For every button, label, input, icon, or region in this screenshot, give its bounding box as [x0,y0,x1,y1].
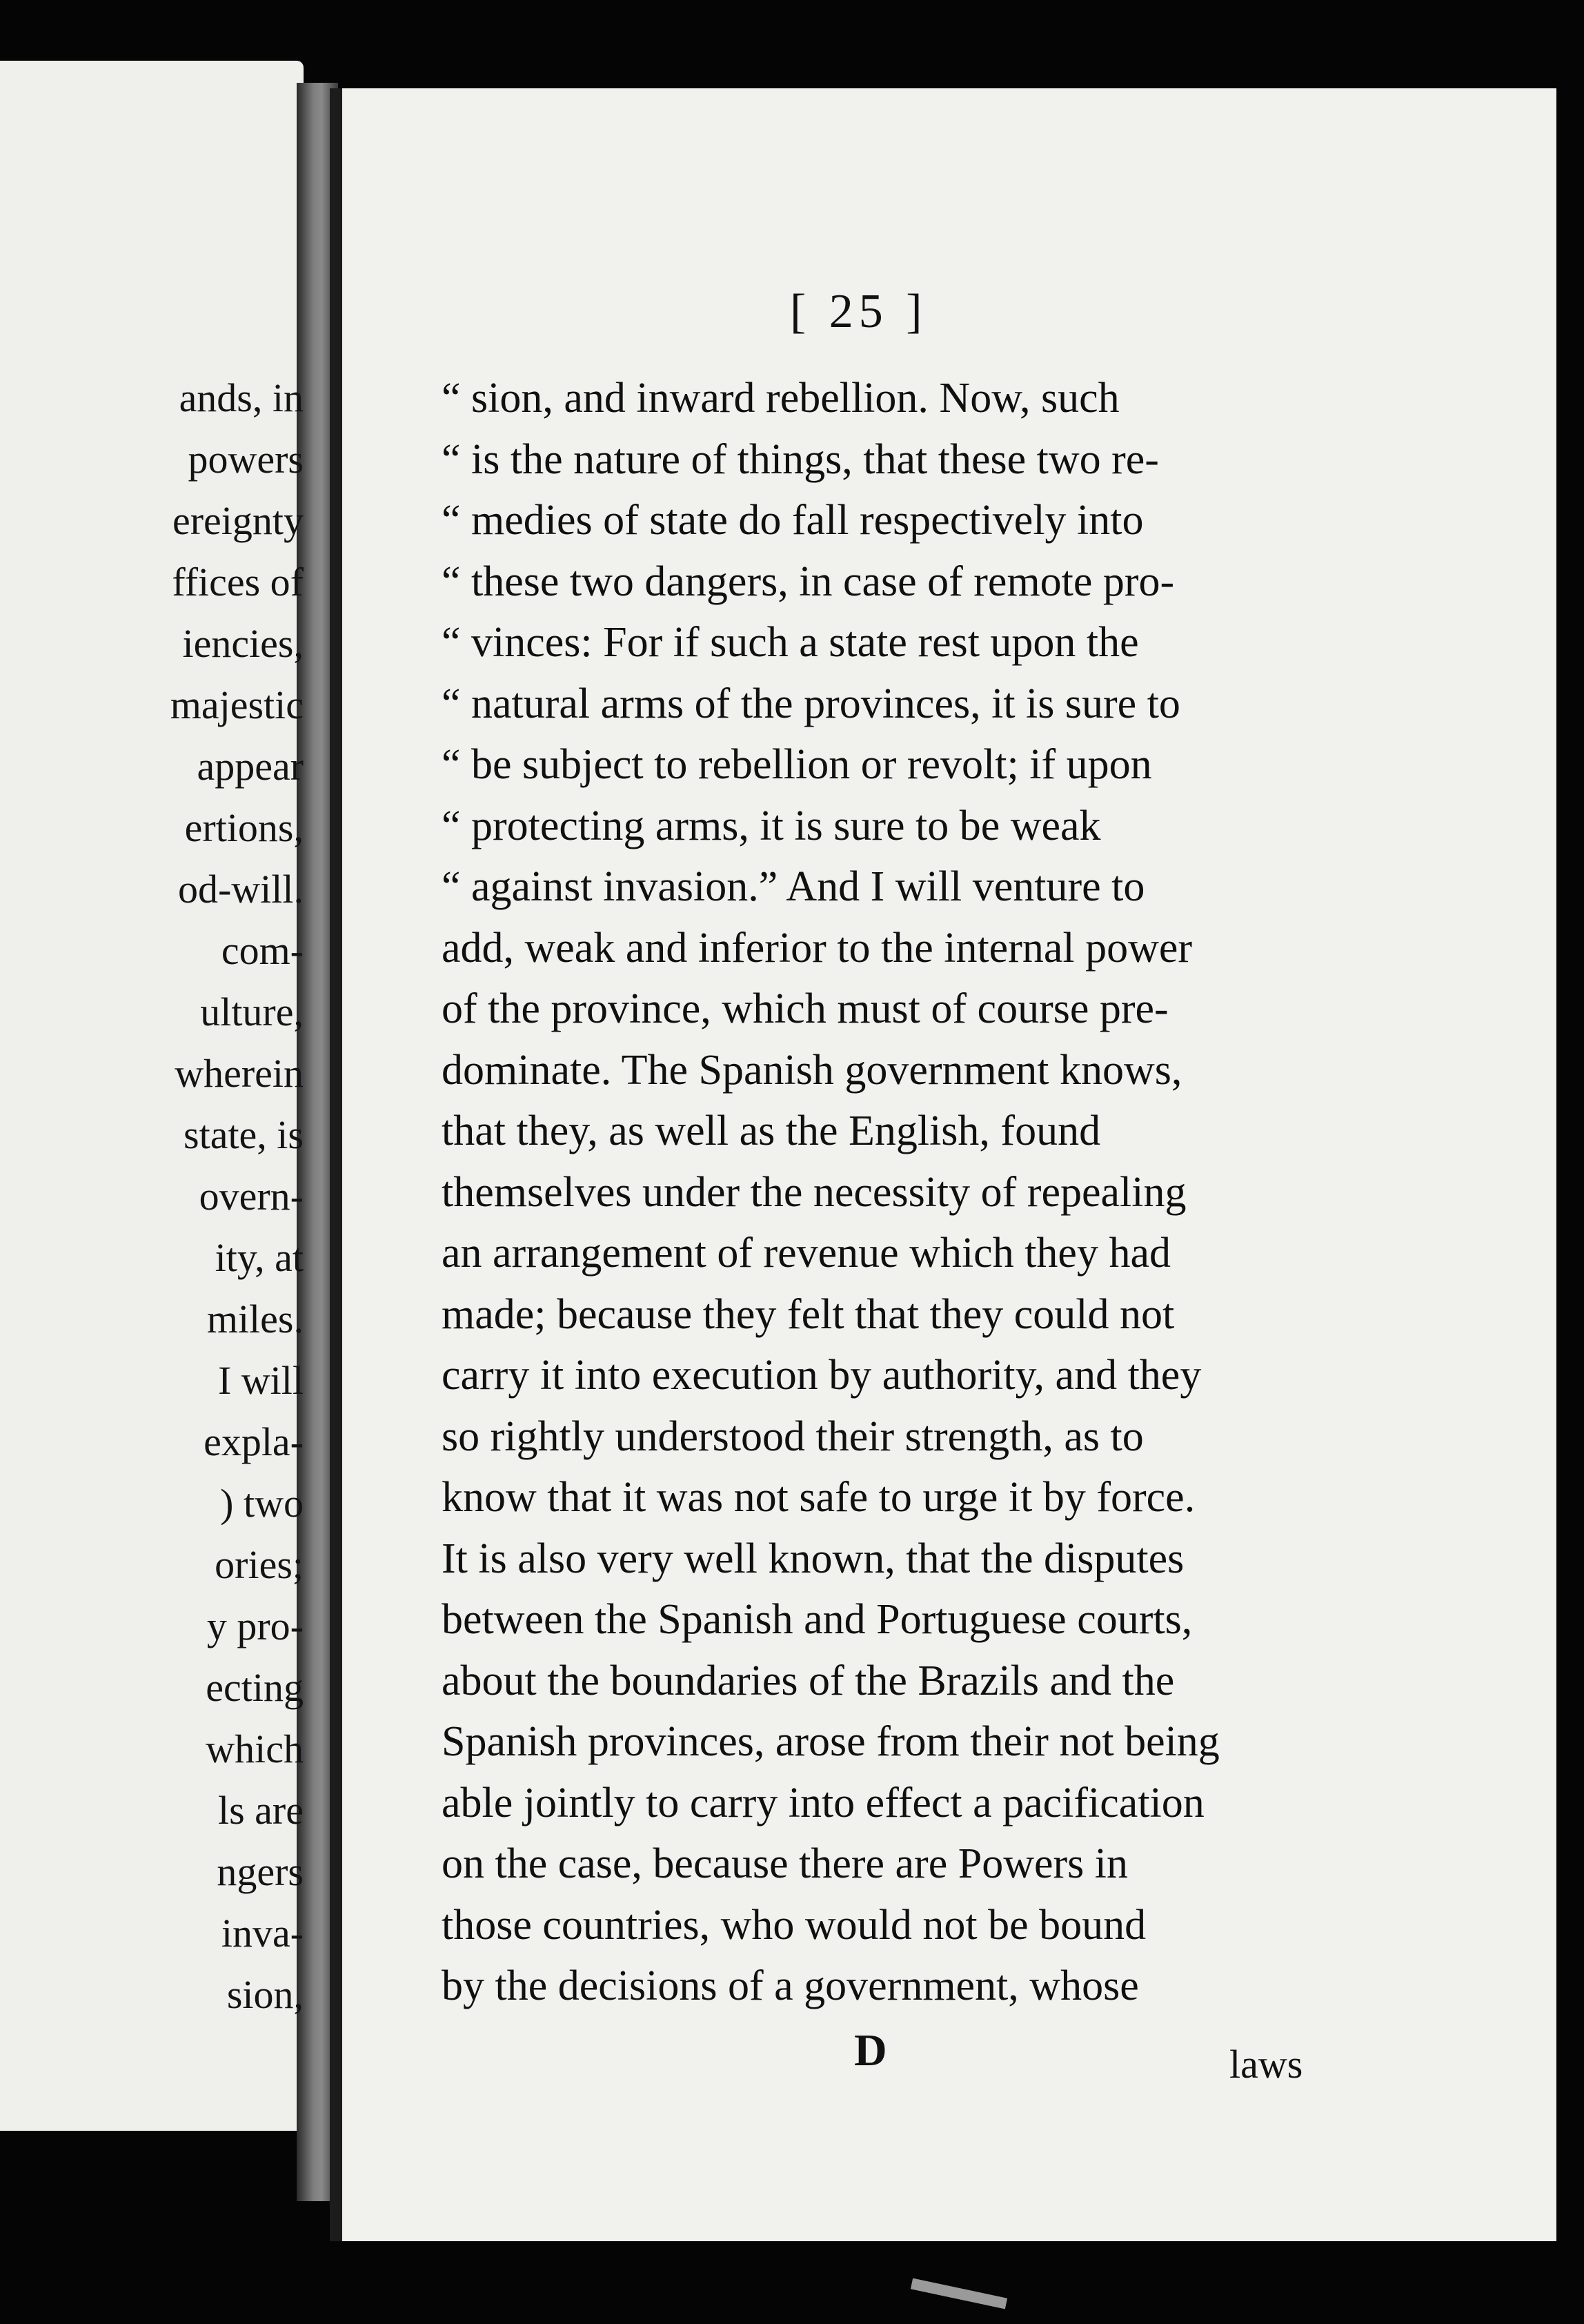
text-line: “ against invasion.” And I will venture to [442,863,1145,910]
text-line: an arrangement of revenue which they had [442,1230,1171,1277]
left-page-line: ertions, [184,805,304,850]
text-line: It is also very well known, that the disputes [442,1535,1185,1582]
left-page-line: ulture, [200,989,304,1034]
text-line: able jointly to carry into effect a pacification [442,1779,1205,1826]
catchword: laws [1229,2042,1303,2087]
left-page-line: ls are [218,1788,304,1833]
text-line: themselves under the necessity of repealing [442,1168,1187,1216]
text-line: “ sion, and inward rebellion. Now, such [442,375,1120,422]
left-page-line: majestic [170,682,304,727]
left-page-line: I will [217,1358,304,1403]
left-page-line: inva- [221,1911,304,1956]
text-line: “ be subject to rebellion or revolt; if upon [442,741,1152,788]
text-line: that they, as well as the English, found [442,1107,1101,1154]
left-page-line: expla- [204,1419,304,1464]
left-page-line: iencies, [182,621,304,666]
left-page-line: ecting [206,1665,304,1710]
left-page-line: ffices of [172,560,304,604]
left-page-line: miles. [206,1297,304,1341]
left-page-line: state, is [184,1112,304,1157]
left-page-line: ories; [215,1542,304,1587]
left-page-line: com- [221,928,304,973]
left-page-line: which [206,1726,304,1771]
text-line: “ medies of state do fall respectively into [442,497,1144,544]
text-line: carry it into execution by authority, and they [442,1352,1202,1399]
paper-tag [911,2278,1007,2310]
text-line: “ is the nature of things, that these two re- [442,435,1159,483]
left-page-line: sion, [226,1972,304,2017]
left-page-line: ngers [217,1849,304,1894]
left-page-line: od-will. [177,867,304,912]
text-line: Spanish provinces, arose from their not being [442,1718,1220,1765]
left-page-line: powers [188,437,304,482]
text-line: of the province, which must of course pre- [442,985,1169,1032]
text-line: “ these two dangers, in case of remote pro- [442,558,1175,605]
text-line: made; because they felt that they could not [442,1290,1175,1338]
text-line: “ vinces: For if such a state rest upon the [442,619,1139,666]
left-page-line: appear [197,744,304,789]
left-page-line: overn- [199,1174,304,1219]
text-line: “ natural arms of the provinces, it is sure to [442,680,1180,727]
text-line: on the case, because there are Powers in [442,1840,1128,1887]
text-line: add, weak and inferior to the internal power [442,924,1193,972]
left-page-line: ereignty [172,498,304,543]
signature-mark: D [854,2025,887,2076]
text-line: by the decisions of a government, whose [442,1962,1139,2009]
left-page-line: ands, in [179,375,304,420]
left-page-line: ) two [220,1481,304,1526]
page-number: [ 25 ] [790,285,928,338]
text-line: so rightly understood their strength, as to [442,1412,1144,1460]
left-page-line: y pro- [206,1604,304,1648]
text-line: those countries, who would not be bound [442,1901,1147,1949]
text-line: know that it was not safe to urge it by force. [442,1474,1196,1521]
text-line: about the boundaries of the Brazils and the [442,1657,1175,1704]
text-line: dominate. The Spanish government knows, [442,1046,1182,1094]
text-line: between the Spanish and Portuguese courts, [442,1596,1193,1643]
left-page-line: ity, at [215,1235,304,1280]
left-page-line: wherein [175,1051,304,1096]
text-line: “ protecting arms, it is sure to be weak [442,802,1101,849]
